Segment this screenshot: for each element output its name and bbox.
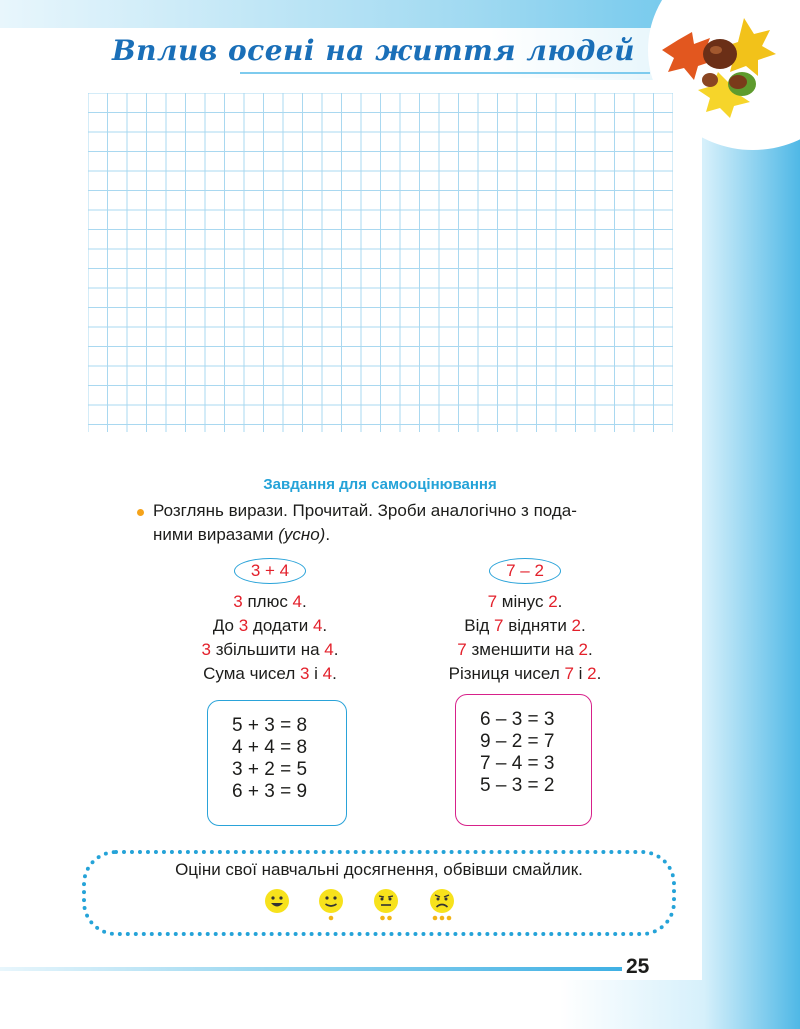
reading-text: .	[596, 664, 602, 683]
number-highlight: 3	[299, 664, 310, 683]
title-underline	[240, 72, 650, 74]
page-title: Вплив осені на життя людей	[111, 34, 635, 67]
number-highlight: 7	[487, 592, 498, 611]
footer-rule	[0, 967, 622, 971]
subtraction-exercise-box	[455, 694, 592, 826]
reading-text: і	[309, 664, 323, 683]
reading-text: .	[332, 664, 337, 683]
equation: 5 + 3 = 8	[232, 715, 308, 736]
reading-line	[170, 614, 370, 638]
reading-text: .	[587, 640, 593, 659]
number-highlight: 2	[548, 592, 558, 611]
reading-text: Сума чисел	[203, 664, 300, 683]
reading-text: До	[212, 616, 239, 635]
number-highlight: 4	[324, 640, 334, 659]
reading-line	[425, 638, 625, 662]
reading-text: і	[573, 664, 588, 683]
number-highlight: 3	[233, 592, 243, 611]
equation: 6 – 3 = 3	[480, 709, 555, 730]
reading-line	[170, 590, 370, 614]
equation: 9 – 2 = 7	[480, 731, 555, 752]
reading-text: Різниця чисел	[448, 664, 565, 683]
subtraction-example	[425, 558, 625, 686]
task-instruction	[153, 499, 693, 547]
equation: 6 + 3 = 9	[232, 781, 308, 802]
neutral-face-icon[interactable]	[371, 887, 401, 923]
number-highlight: 2	[587, 664, 597, 683]
task-heading: Завдання для самооцінювання	[263, 476, 497, 493]
reading-text: .	[333, 640, 339, 659]
reading-text: .	[581, 616, 586, 635]
big-smile-icon[interactable]	[262, 887, 292, 923]
autumn-leaves-icon	[658, 10, 778, 120]
reading-text: збільшити на	[210, 640, 325, 659]
reading-text: .	[302, 592, 307, 611]
equation: 5 – 3 = 2	[480, 775, 555, 796]
number-highlight: 7	[494, 616, 504, 635]
number-highlight: 4	[312, 616, 323, 635]
reading-text: мінус	[497, 592, 549, 611]
number-highlight: 3	[238, 616, 249, 635]
reading-text: .	[557, 592, 563, 611]
addition-example	[170, 558, 370, 686]
number-highlight: 2	[571, 616, 582, 635]
reading-line	[170, 638, 370, 662]
equation: 4 + 4 = 8	[232, 737, 308, 758]
reading-line	[425, 662, 625, 686]
page-number: 25	[626, 955, 650, 978]
bullet-icon	[137, 509, 144, 516]
number-highlight: 7	[457, 640, 467, 659]
reading-text: .	[322, 616, 328, 635]
instruction-line-2: ними виразами (усно).	[153, 525, 331, 544]
instruction-line-1: Розглянь вирази. Прочитай. Зроби аналогічно з пода-	[153, 501, 577, 520]
equation: 7 – 4 = 3	[480, 753, 555, 774]
equation: 3 + 2 = 5	[232, 759, 308, 780]
reading-text: зменшити на	[466, 640, 579, 659]
subtraction-expression-oval: 7 – 2	[489, 558, 561, 584]
number-highlight: 4	[292, 592, 303, 611]
addition-readings	[170, 590, 370, 686]
reading-line	[425, 590, 625, 614]
number-highlight: 4	[322, 664, 333, 683]
smile-icon[interactable]	[316, 887, 346, 923]
graph-paper-grid	[88, 93, 673, 432]
number-highlight: 2	[578, 640, 588, 659]
sad-face-icon[interactable]	[427, 887, 457, 923]
subtraction-readings	[425, 590, 625, 686]
reading-text: відняти	[503, 616, 572, 635]
reading-text: плюс	[242, 592, 293, 611]
reading-text: додати	[248, 616, 313, 635]
reading-text: Від	[464, 616, 495, 635]
number-highlight: 7	[564, 664, 574, 683]
reading-line	[170, 662, 370, 686]
reading-line	[425, 614, 625, 638]
self-assessment-text: Оціни свої навчальні досягнення, обвівши смайлик.	[175, 860, 583, 879]
number-highlight: 3	[201, 640, 211, 659]
addition-exercise-box	[207, 700, 347, 826]
addition-expression-oval: 3 + 4	[234, 558, 306, 584]
